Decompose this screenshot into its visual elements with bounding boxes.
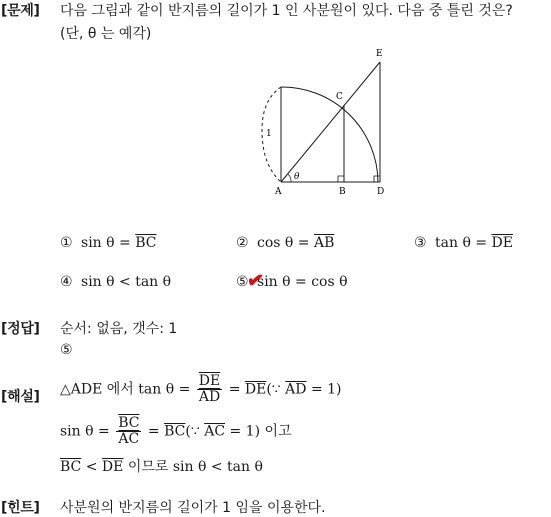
choice-4[interactable]	[60, 274, 171, 290]
expl3-a: $\overline{BC}$	[60, 459, 82, 475]
right-angle-d	[374, 176, 380, 182]
expl2-b: $\overline{BC}$	[164, 423, 186, 440]
hint-text: 사분원의 반지름의 길이가 1 임을 이용한다.	[60, 500, 326, 516]
label-a: A	[275, 187, 282, 197]
expl2-frac-num: $\overline{BC}$	[118, 415, 140, 431]
choice-1-number: ①	[60, 235, 73, 251]
expl1-frac-den: AD	[198, 389, 221, 405]
explanation-line1	[60, 374, 342, 405]
expl2-frac	[116, 416, 141, 447]
answer-line2: ⑤	[60, 342, 73, 358]
expl3-b: <	[85, 459, 98, 475]
answer-label: [정답]	[1, 321, 40, 337]
problem-text-line2: (단, θ 는 예각)	[60, 26, 152, 42]
label-d: D	[377, 187, 385, 197]
right-angle-b	[338, 176, 344, 182]
expl1-eq: =	[228, 381, 241, 398]
choice-4-lhs: sin θ < tan θ	[81, 274, 172, 290]
expl1-c: (∵	[266, 381, 281, 398]
label-radius: 1	[266, 129, 272, 139]
expl1-frac-num: $\overline{DE}$	[198, 373, 221, 389]
explanation-line3	[60, 456, 263, 476]
expl1-e: = 1)	[310, 381, 342, 398]
segment-ae	[281, 62, 380, 182]
label-theta: θ	[294, 172, 300, 182]
choice-2-lhs: cos θ =	[257, 235, 310, 251]
label-c: C	[336, 92, 343, 102]
hint-label: [힌트]	[1, 500, 40, 516]
expl2-e: = 1) 이고	[229, 423, 292, 440]
expl2-eq: =	[147, 423, 160, 440]
expl1-d: $\overline{AD}$	[285, 381, 307, 398]
choice-5-lhs: sin θ = cos θ	[257, 274, 348, 290]
choice-2-number: ②	[236, 235, 249, 251]
choice-1-rhs: $\overline{BC}$	[135, 235, 157, 251]
quarter-circle-figure	[0, 40, 551, 250]
expl2-d: $\overline{AC}$	[204, 423, 226, 440]
quarter-arc	[281, 87, 378, 182]
expl2-c: (∵	[185, 423, 200, 440]
expl3-c: $\overline{DE}$	[101, 459, 124, 475]
choice-5-number: ⑤	[236, 274, 249, 290]
choice-2[interactable]	[236, 235, 334, 251]
expl1-frac	[197, 374, 222, 405]
choice-4-number: ④	[60, 274, 73, 290]
choice-3-rhs: $\overline{DE}$	[491, 235, 513, 251]
angle-arc	[288, 174, 291, 182]
expl2-a: sin θ =	[60, 423, 110, 440]
label-e: E	[376, 49, 383, 59]
choice-3[interactable]	[414, 235, 513, 251]
choice-1[interactable]	[60, 235, 156, 251]
choice-3-lhs: tan θ =	[435, 235, 488, 251]
explanation-label: [해설]	[1, 389, 40, 405]
check-mark-icon: ✔	[245, 266, 266, 294]
label-b: B	[339, 187, 346, 197]
problem-text-line1: 다음 그림과 같이 반지름의 길이가 1 인 사분원이 있다. 다음 중 틀린 것은?	[60, 3, 513, 19]
expl3-d: 이므로 sin θ < tan θ	[127, 459, 263, 475]
answer-line1: 순서: 없음, 갯수: 1	[60, 321, 178, 337]
expl1-a: △ADE 에서 tan θ =	[60, 381, 191, 398]
expl1-b: $\overline{DE}$	[244, 381, 267, 398]
explanation-line2	[60, 416, 292, 447]
choice-3-number: ③	[414, 235, 427, 251]
choice-1-lhs: sin θ =	[81, 235, 131, 251]
choice-2-rhs: $\overline{AB}$	[313, 235, 335, 251]
expl2-frac-den: AC	[118, 431, 140, 447]
problem-label: [문제]	[1, 3, 40, 19]
